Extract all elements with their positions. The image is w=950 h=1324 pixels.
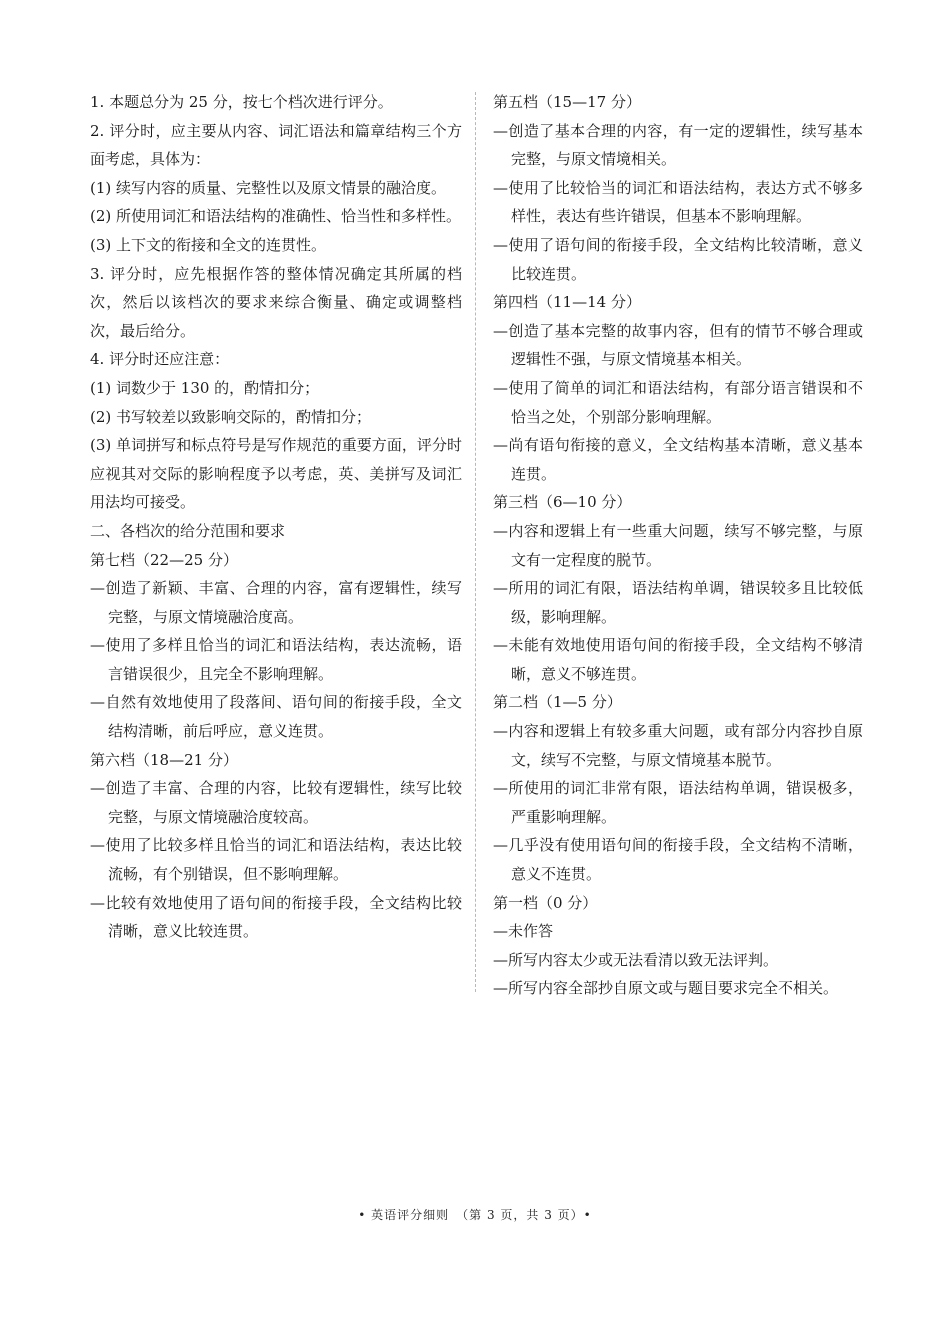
level-3-item: —所用的词汇有限，语法结构单调，错误较多且比较低级，影响理解。: [493, 579, 863, 626]
level-3-item: —未能有效地使用语句间的衔接手段，全文结构不够清晰，意义不够连贯。: [493, 636, 863, 683]
level-1-title: 第一档（0 分）: [493, 893, 598, 912]
level-6-item: —创造了丰富、合理的内容，比较有逻辑性，续写比较完整，与原文情境融洽度较高。: [90, 779, 462, 826]
level-6-item: —使用了比较多样且恰当的词汇和语法结构，表达比较流畅，有个别错误，但不影响理解。: [90, 836, 462, 884]
level-2-title: 第二档（1—5 分）: [493, 693, 622, 712]
rule-4-3: (3) 单词拼写和标点符号是写作规范的重要方面，评分时应视其对交际的影响程度予以考虑，英、美拼写及词汇用法均可接受。: [90, 436, 462, 512]
level-5-title: 第五档（15—17 分）: [493, 93, 641, 111]
rule-2-1: (1) 续写内容的质量、完整性以及原文情景的融洽度。: [90, 178, 447, 197]
level-1-item: —所写内容太少或无法看清以致无法评判。: [493, 950, 779, 969]
level-5-item: —使用了比较恰当的词汇和语法结构，表达方式不够多样性，表达有些许错误，但基本不影响理解。: [493, 178, 863, 226]
level-3-title: 第三档（6—10 分）: [493, 493, 632, 512]
level-7-item: —自然有效地使用了段落间、语句间的衔接手段，全文结构清晰，前后呼应，意义连贯。: [90, 693, 462, 741]
section-heading: 二、各档次的给分范围和要求: [90, 521, 286, 540]
left-column: [90, 88, 462, 946]
level-5-item: —创造了基本合理的内容，有一定的逻辑性，续写基本完整，与原文情境相关。: [493, 121, 863, 169]
rule-4-1: (1) 词数少于 130 的，酌情扣分；: [90, 378, 320, 397]
page-footer: • 英语评分细则 （第 3 页，共 3 页）•: [358, 1208, 592, 1222]
rule-1: 1. 本题总分为 25 分，按七个档次进行评分。: [90, 93, 393, 111]
level-6-item: —比较有效地使用了语句间的衔接手段，全文结构比较清晰，意义比较连贯。: [90, 893, 462, 941]
level-7-item: —使用了多样且恰当的词汇和语法结构，表达流畅，语言错误很少，且完全不影响理解。: [90, 636, 462, 683]
rule-4: 4. 评分时还应注意：: [90, 350, 230, 369]
rule-2-3: (3) 上下文的衔接和全文的连贯性。: [90, 235, 327, 254]
right-column: [493, 88, 863, 1003]
level-4-item: —创造了基本完整的故事内容，但有的情节不够合理或逻辑性不强，与原文情境基本相关。: [493, 321, 863, 369]
level-7-item: —创造了新颖、丰富、合理的内容，富有逻辑性，续写完整，与原文情境融洽度高。: [90, 579, 462, 626]
level-6-title: 第六档（18—21 分）: [90, 750, 238, 769]
column-divider: [475, 92, 476, 992]
level-2-item: —几乎没有使用语句间的衔接手段，全文结构不清晰，意义不连贯。: [493, 836, 863, 884]
level-7-title: 第七档（22—25 分）: [90, 550, 238, 569]
level-5-item: —使用了语句间的衔接手段，全文结构比较清晰，意义比较连贯。: [493, 235, 863, 283]
level-4-item: —尚有语句衔接的意义，全文结构基本清晰，意义基本连贯。: [493, 436, 863, 483]
level-1-item: —未作答: [493, 922, 554, 941]
level-3-item: —内容和逻辑上有一些重大问题，续写不够完整，与原文有一定程度的脱节。: [493, 521, 863, 569]
level-1-item: —所写内容全部抄自原文或与题目要求完全不相关。: [493, 979, 839, 998]
rule-2-2: (2) 所使用词汇和语法结构的准确性、恰当性和多样性。: [90, 207, 462, 226]
rule-2: 2. 评分时，应主要从内容、词汇语法和篇章结构三个方面考虑，具体为：: [90, 121, 462, 169]
level-4-title: 第四档（11—14 分）: [493, 293, 641, 312]
level-4-item: —使用了简单的词汇和语法结构，有部分语言错误和不恰当之处，个别部分影响理解。: [493, 378, 863, 426]
rule-4-2: (2) 书写较差以致影响交际的，酌情扣分；: [90, 407, 372, 426]
level-2-item: —所使用的词汇非常有限，语法结构单调，错误极多，严重影响理解。: [493, 779, 863, 826]
level-2-item: —内容和逻辑上有较多重大问题，或有部分内容抄自原文，续写不完整，与原文情境基本脱节。: [493, 722, 863, 769]
rule-3: 3. 评分时，应先根据作答的整体情况确定其所属的档次，然后以该档次的要求来综合衡量、确定或调整档次，最后给分。: [90, 264, 462, 340]
